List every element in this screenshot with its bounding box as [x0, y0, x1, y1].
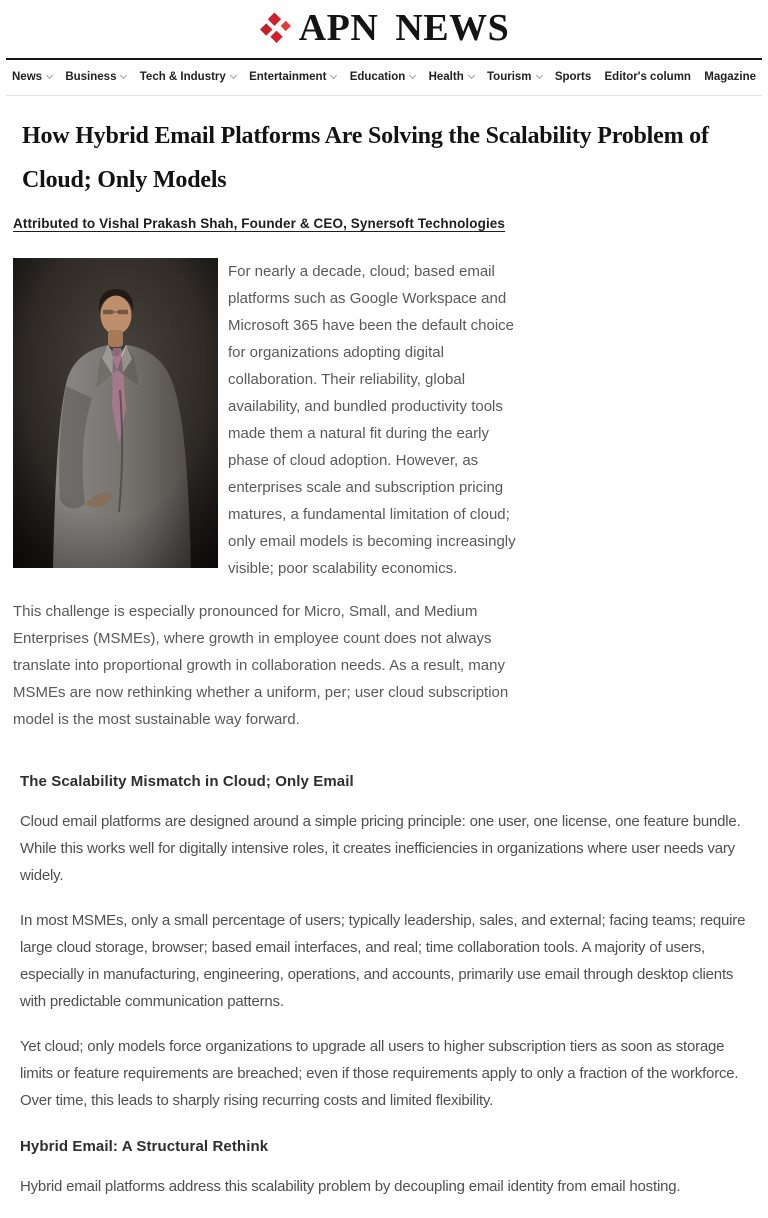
- intro-paragraph-1: For nearly a decade, cloud; based email platforms such as Google Workspace and Microsoft 365 have been the default choice for organizations adopting digital collaboration. Their reliability, global availability, and bundled productivity tools made them a natural fit during the early phase of cloud adoption. However, as enterprises scale and subscription pricing matures, a fundamental limitation of cloud; only email models is becoming increasingly visible; poor scalability economics.: [228, 262, 516, 577]
- chevron-down-icon: [468, 72, 475, 79]
- section-paragraph: Hybrid email platforms address this scalability problem by decoupling email identity from email hosting.: [20, 1177, 681, 1195]
- section-heading-scalability-mismatch: The Scalability Mismatch in Cloud; Only Email: [20, 772, 354, 790]
- nav-item-editors-column[interactable]: Editor's column: [604, 71, 691, 83]
- section-paragraph: In most MSMEs, only a small percentage of users; typically leadership, sales, and external; facing teams; require large cloud storage, browser; based email interfaces, and real; time collaboration tools. A majority of users, especially in manufacturing, engineering, operations, and accounts, primarily use email through desktop clients with predictable communication patterns.: [20, 911, 746, 1010]
- nav-item-tech-industry[interactable]: Tech & Industry: [140, 71, 236, 83]
- site-header: [0, 0, 768, 54]
- chevron-down-icon: [230, 72, 237, 79]
- section-heading-hybrid-email: Hybrid Email: A Structural Rethink: [20, 1137, 269, 1155]
- red-diamonds-icon: [259, 12, 293, 44]
- article: [0, 96, 768, 1200]
- nav-item-health[interactable]: Health: [429, 71, 474, 83]
- article-title-line-2: Cloud; Only Models: [22, 167, 227, 194]
- intro-paragraph-2: This challenge is especially pronounced for Micro, Small, and Medium Enterprises (MSMEs), where growth in employee count does not always translate into proportional growth in collaboration needs. As a result, many MSMEs are now rethinking whether a uniform, per; user cloud subscription model is the most sustainable way forward.: [13, 602, 509, 728]
- site-logo-text: APN NEWS: [298, 7, 510, 49]
- nav-item-sports[interactable]: Sports: [554, 71, 592, 83]
- section-paragraph: Cloud email platforms are designed around a simple pricing principle: one user, one license, one feature bundle. While this works well for digitally intensive roles, it creates inefficiencies in organizations where user needs vary widely.: [20, 812, 741, 884]
- chevron-down-icon: [535, 72, 542, 79]
- author-photo: [13, 258, 218, 568]
- nav-item-tourism[interactable]: Tourism: [487, 71, 542, 83]
- main-nav: [6, 58, 762, 96]
- nav-item-magazine[interactable]: Magazine: [704, 71, 756, 83]
- nav-item-news[interactable]: News: [12, 71, 52, 83]
- article-title: [22, 114, 754, 203]
- article-attribution[interactable]: Attributed to Vishal Prakash Shah, Founder & CEO, Synersoft Technologies: [13, 215, 506, 231]
- chevron-down-icon: [120, 72, 127, 79]
- section-paragraph: Yet cloud; only models force organizations to upgrade all users to higher subscription tiers as soon as storage limits or feature requirements are breached; even if those requirements apply to only a fraction of the workforce. Over time, this leads to sharply rising recurring costs and limited flexibility.: [20, 1037, 739, 1109]
- chevron-down-icon: [46, 72, 53, 79]
- article-title-line-1: How Hybrid Email Platforms Are Solving the Scalability Problem of: [22, 123, 709, 149]
- nav-item-entertainment[interactable]: Entertainment: [249, 71, 336, 83]
- chevron-down-icon: [330, 72, 337, 79]
- site-logo[interactable]: [259, 9, 510, 47]
- nav-item-education[interactable]: Education: [350, 71, 416, 83]
- chevron-down-icon: [409, 72, 416, 79]
- article-body: [13, 258, 754, 1200]
- nav-item-business[interactable]: Business: [65, 71, 126, 83]
